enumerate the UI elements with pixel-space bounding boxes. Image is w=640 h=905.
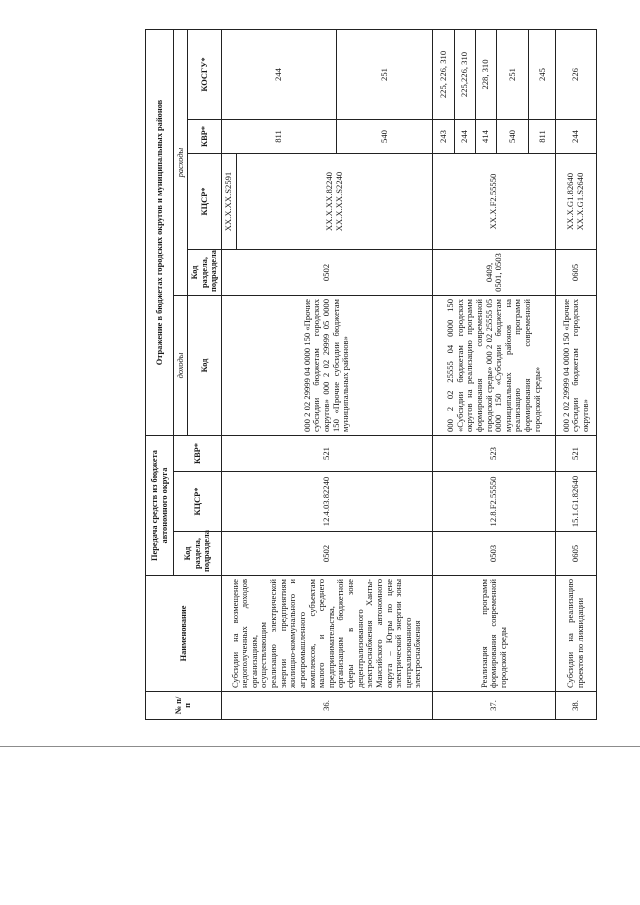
row36-r-raz: 0502 bbox=[221, 250, 432, 296]
row37-kvr-2: 244 bbox=[454, 120, 475, 154]
header-a-kcsr: КЦСР* bbox=[174, 472, 222, 532]
row38-r-kcsr: XX.X.G1.82640 XX.X.G1.S2640 bbox=[556, 154, 597, 250]
row37-kosgu-3: 228, 310 bbox=[475, 30, 496, 120]
header-a-raz: Код раздела, подраздела bbox=[174, 532, 222, 576]
row36-a-kvr: 521 bbox=[221, 436, 432, 472]
row38-d-kod: 000 2 02 29999 04 0000 150 «Прочие субсидии бюджетам городских округов» bbox=[556, 296, 597, 436]
header-transfer-group: Передача средств из бюджета автономного округа bbox=[146, 436, 174, 576]
row37-r-kcsr: XX.X.F2.55550 bbox=[433, 154, 556, 250]
row36-r-kcsr: XX.X.XX.82240 XX.X.XX.S2240 bbox=[237, 154, 433, 250]
row37-kvr-1: 243 bbox=[433, 120, 454, 154]
row38-r-raz: 0605 bbox=[556, 250, 597, 296]
row37-kosgu-5: 245 bbox=[529, 30, 556, 120]
row36-num: 36. bbox=[221, 692, 432, 720]
header-r-raz: Код раздела, подраздела bbox=[188, 250, 221, 296]
budget-codes-table bbox=[145, 29, 597, 720]
row36-a-raz: 0502 bbox=[221, 532, 432, 576]
row37-num: 37. bbox=[433, 692, 556, 720]
row37-d-kod: 000 2 02 25555 04 0000 150 «Субсидии бюджетам городских округов на реализацию программ формирования современной городской среды» 000 2 02 25555 05 0000 150 «Субсидии бюджетам муниципальных районов на реализацию программ формирования современной городской среды» bbox=[433, 296, 556, 436]
row38-name: Субсидии на реализацию проектов по ликвидации bbox=[556, 576, 597, 692]
row38-r-kvr: 244 bbox=[556, 120, 597, 154]
row37-a-raz: 0503 bbox=[433, 532, 556, 576]
row37-kosgu-2: 225,226, 310 bbox=[454, 30, 475, 120]
header-r-kvr: КВР* bbox=[188, 120, 221, 154]
row38-a-kvr: 521 bbox=[556, 436, 597, 472]
row37-kosgu-4: 251 bbox=[497, 30, 529, 120]
row36-r-kosgu2: 251 bbox=[336, 30, 432, 120]
row38-num: 38. bbox=[556, 692, 597, 720]
rotated-page bbox=[145, 30, 597, 720]
header-expense: расходы bbox=[174, 30, 188, 296]
row36-d-kod: 000 2 02 29999 04 0000 150 «Прочие субсидии бюджетам городских округов» 000 2 02 29999 05 0000 150 «Прочие субсидии бюджетам муниципальных районов» bbox=[221, 296, 432, 436]
row37-a-kvr: 523 bbox=[433, 436, 556, 472]
header-a-kvr: КВР* bbox=[174, 436, 222, 472]
row36-r-kvr2: 540 bbox=[336, 120, 432, 154]
row37-r-raz: 0409, 0501, 0503 bbox=[433, 250, 556, 296]
header-name: Наименование bbox=[146, 576, 222, 692]
row36-name: Субсидии на возмещение недополученных доходов организациям, осуществляющим реализацию электрической энергии предприятиям жилищно-коммунального и агропромышленного комплексов, субъектам малого и среднего предпринимательства, организациям бюджетной сферы в зоне децентрализованного электроснабжения Ханты-Мансийского автономного округа – Югры по цене электрической энергии зоны централизованного электроснабжения bbox=[221, 576, 432, 692]
header-num: № п/п bbox=[146, 692, 222, 720]
row36-r-kvr1: 811 bbox=[221, 120, 336, 154]
header-income: доходы bbox=[174, 296, 188, 436]
header-d-kod: Код bbox=[188, 296, 221, 436]
row37-kvr-3: 414 bbox=[475, 120, 496, 154]
row38-r-kosgu: 226 bbox=[556, 30, 597, 120]
row36-r-kcsr-top: XX.X.XX.S2591 bbox=[221, 154, 237, 250]
header-reflect-group: Отражение в бюджетах городских округов и муниципальных районов bbox=[146, 30, 174, 436]
row38-a-kcsr: 15.1.G1.82640 bbox=[556, 472, 597, 532]
row36-a-kcsr: 12.4.03.82240 bbox=[221, 472, 432, 532]
row37-kvr-4: 540 bbox=[497, 120, 529, 154]
row38-a-raz: 0605 bbox=[556, 532, 597, 576]
row37-kvr-5: 811 bbox=[529, 120, 556, 154]
row36-r-kosgu1: 244 bbox=[221, 30, 336, 120]
header-r-kosgu: КОСГУ* bbox=[188, 30, 221, 120]
row37-name: Реализация программ формирования современной городской среды bbox=[433, 576, 556, 692]
row37-kosgu-1: 225, 226, 310 bbox=[433, 30, 454, 120]
header-r-kcsr: КЦСР* bbox=[188, 154, 221, 250]
row37-a-kcsr: 12.8.F2.55550 bbox=[433, 472, 556, 532]
page-separator-line bbox=[0, 746, 640, 747]
